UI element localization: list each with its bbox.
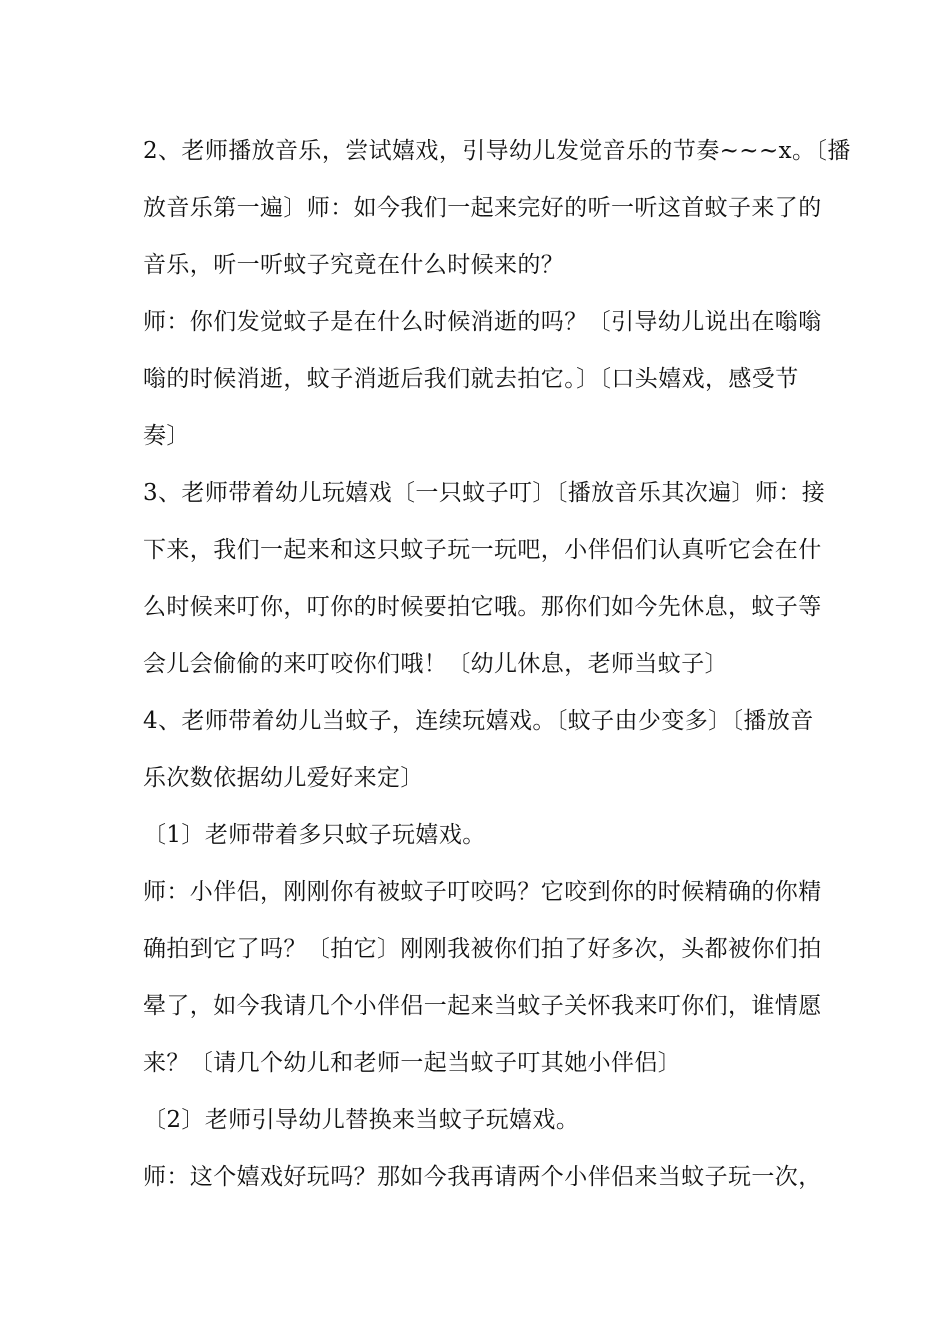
text-line: 确拍到它了吗？〔拍它〕刚刚我被你们拍了好多次，头都被你们拍 (143, 936, 822, 962)
text-line: 嗡的时候消逝，蚊子消逝后我们就去拍它。〕〔口头嬉戏，感受节 (143, 366, 799, 392)
text-line: 3、老师带着幼儿玩嬉戏〔一只蚊子叮〕〔播放音乐其次遍〕师：接 (143, 480, 826, 506)
text-line: 师：你们发觉蚊子是在什么时候消逝的吗？〔引导幼儿说出在嗡嗡 (143, 309, 822, 335)
text-line: 奏〕 (143, 423, 190, 449)
text-line: 下来，我们一起来和这只蚊子玩一玩吧，小伴侣们认真听它会在什 (143, 537, 822, 563)
text-line: 会儿会偷偷的来叮咬你们哦！〔幼儿休息，老师当蚊子〕 (143, 651, 728, 677)
text-line: 2、老师播放音乐，尝试嬉戏，引导幼儿发觉音乐的节奏~~~x。〔播 (143, 138, 851, 164)
text-line: 么时候来叮你，叮你的时候要拍它哦。那你们如今先休息，蚊子等 (143, 594, 822, 620)
text-line: 晕了，如今我请几个小伴侣一起来当蚊子关怀我来叮你们，谁情愿 (143, 993, 822, 1019)
text-line: 师：这个嬉戏好玩吗？那如今我再请两个小伴侣来当蚊子玩一次， (143, 1164, 822, 1190)
text-line: 音乐，听一听蚊子究竟在什么时候来的？ (143, 252, 565, 278)
text-line: 来？〔请几个幼儿和老师一起当蚊子叮其她小伴侣〕 (143, 1050, 682, 1076)
text-line: 乐次数依据幼儿爱好来定〕 (143, 765, 424, 791)
text-line: 放音乐第一遍〕师：如今我们一起来完好的听一听这首蚊子来了的 (143, 195, 822, 221)
text-line: 4、老师带着幼儿当蚊子，连续玩嬉戏。〔蚊子由少变多〕〔播放音 (143, 708, 814, 734)
text-line: 〔2〕老师引导幼儿替换来当蚊子玩嬉戏。 (143, 1107, 580, 1133)
text-line: 〔1〕老师带着多只蚊子玩嬉戏。 (143, 822, 486, 848)
text-line: 师：小伴侣，刚刚你有被蚊子叮咬吗？它咬到你的时候精确的你精 (143, 879, 822, 905)
